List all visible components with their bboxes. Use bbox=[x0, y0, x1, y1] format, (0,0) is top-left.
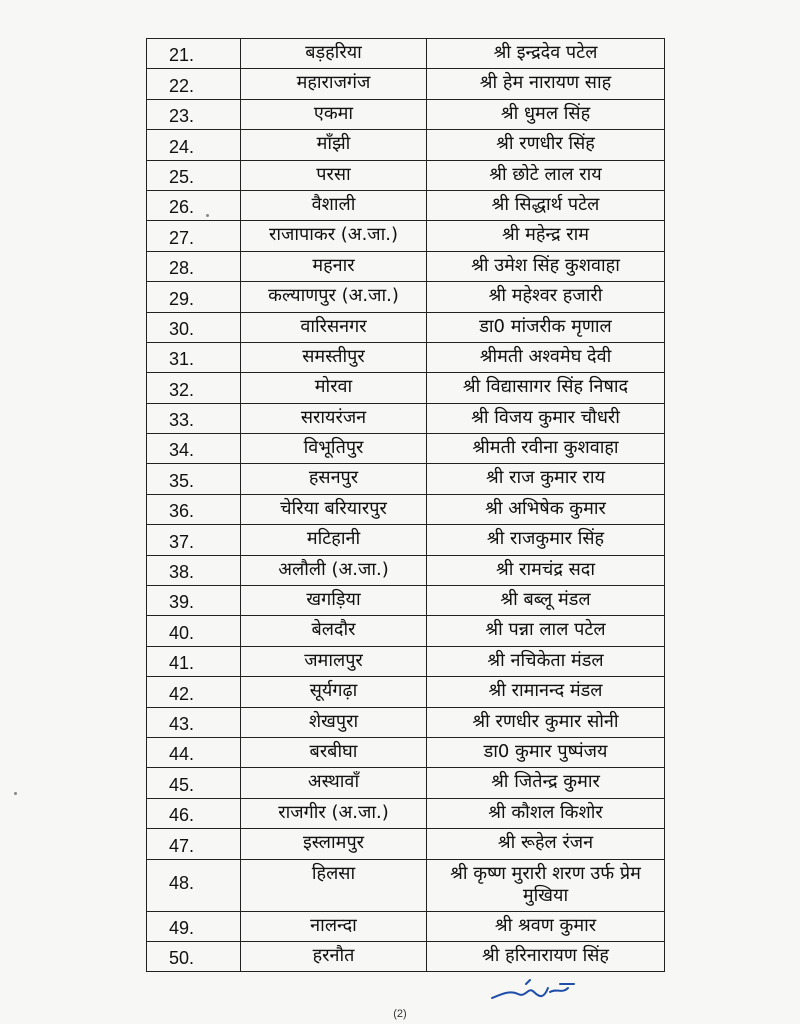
serial-number: 22. bbox=[147, 69, 241, 99]
table-row bbox=[147, 941, 665, 971]
candidate-name: श्री हेम नारायण साह bbox=[427, 69, 665, 99]
constituency-name: सरायरंजन bbox=[241, 403, 427, 433]
candidate-name: श्री उमेश सिंह कुशवाहा bbox=[427, 251, 665, 281]
serial-number: 30. bbox=[147, 312, 241, 342]
table-row bbox=[147, 555, 665, 585]
table-row bbox=[147, 737, 665, 767]
constituency-name: इस्लामपुर bbox=[241, 829, 427, 859]
constituency-name: हिलसा bbox=[241, 859, 427, 911]
table-row bbox=[147, 373, 665, 403]
table-row bbox=[147, 99, 665, 129]
scan-speck bbox=[206, 214, 209, 217]
constituency-name: महाराजगंज bbox=[241, 69, 427, 99]
table-row bbox=[147, 494, 665, 524]
constituency-name: माँझी bbox=[241, 130, 427, 160]
candidate-name: श्री धुमल सिंह bbox=[427, 99, 665, 129]
candidate-name: श्रीमती रवीना कुशवाहा bbox=[427, 434, 665, 464]
constituency-name: हसनपुर bbox=[241, 464, 427, 494]
candidate-name: श्री महेश्वर हजारी bbox=[427, 282, 665, 312]
table-row bbox=[147, 403, 665, 433]
table-row bbox=[147, 586, 665, 616]
candidate-name: श्री विद्यासागर सिंह निषाद bbox=[427, 373, 665, 403]
table-row bbox=[147, 798, 665, 828]
serial-number: 43. bbox=[147, 707, 241, 737]
candidate-name: डा0 कुमार पुष्पंजय bbox=[427, 737, 665, 767]
table-row bbox=[147, 69, 665, 99]
constituency-name: अलौली (अ.जा.) bbox=[241, 555, 427, 585]
table-row bbox=[147, 282, 665, 312]
table-row bbox=[147, 312, 665, 342]
serial-number: 49. bbox=[147, 911, 241, 941]
constituency-name: मोरवा bbox=[241, 373, 427, 403]
constituency-name: अस्थावाँ bbox=[241, 768, 427, 798]
serial-number: 45. bbox=[147, 768, 241, 798]
candidate-name: श्री जितेन्द्र कुमार bbox=[427, 768, 665, 798]
table-row bbox=[147, 221, 665, 251]
constituency-name: बरबीघा bbox=[241, 737, 427, 767]
serial-number: 23. bbox=[147, 99, 241, 129]
table-row bbox=[147, 130, 665, 160]
candidate-name: श्री छोटे लाल राय bbox=[427, 160, 665, 190]
candidate-name: श्री रामचंद्र सदा bbox=[427, 555, 665, 585]
constituency-name: सूर्यगढ़ा bbox=[241, 677, 427, 707]
serial-number: 35. bbox=[147, 464, 241, 494]
candidate-name: डा0 मांजरीक मृणाल bbox=[427, 312, 665, 342]
candidate-name: श्री महेन्द्र राम bbox=[427, 221, 665, 251]
constituency-name: मटिहानी bbox=[241, 525, 427, 555]
candidate-name: श्री नचिकेता मंडल bbox=[427, 646, 665, 676]
serial-number: 47. bbox=[147, 829, 241, 859]
constituency-name: नालन्दा bbox=[241, 911, 427, 941]
serial-number: 25. bbox=[147, 160, 241, 190]
serial-number: 37. bbox=[147, 525, 241, 555]
candidate-name: श्री इन्द्रदेव पटेल bbox=[427, 39, 665, 69]
table-row bbox=[147, 434, 665, 464]
serial-number: 29. bbox=[147, 282, 241, 312]
table-row bbox=[147, 677, 665, 707]
constituency-name: हरनौत bbox=[241, 941, 427, 971]
candidate-name: श्रीमती अश्वमेघ देवी bbox=[427, 342, 665, 372]
serial-number: 44. bbox=[147, 737, 241, 767]
serial-number: 27. bbox=[147, 221, 241, 251]
candidate-name: श्री राजकुमार सिंह bbox=[427, 525, 665, 555]
table-row bbox=[147, 190, 665, 220]
candidate-name: श्री श्रवण कुमार bbox=[427, 911, 665, 941]
table-row bbox=[147, 911, 665, 941]
candidate-name: श्री हरिनारायण सिंह bbox=[427, 941, 665, 971]
candidate-name: श्री रणधीर सिंह bbox=[427, 130, 665, 160]
serial-number: 28. bbox=[147, 251, 241, 281]
table-row bbox=[147, 616, 665, 646]
constituency-name: वैशाली bbox=[241, 190, 427, 220]
constituency-name: जमालपुर bbox=[241, 646, 427, 676]
table-row bbox=[147, 342, 665, 372]
serial-number: 24. bbox=[147, 130, 241, 160]
table-row bbox=[147, 251, 665, 281]
scan-speck bbox=[14, 792, 17, 795]
table-row bbox=[147, 829, 665, 859]
constituency-name: कल्याणपुर (अ.जा.) bbox=[241, 282, 427, 312]
constituency-name: शेखपुरा bbox=[241, 707, 427, 737]
table-row bbox=[147, 160, 665, 190]
candidate-name: श्री अभिषेक कुमार bbox=[427, 494, 665, 524]
serial-number: 48. bbox=[147, 859, 241, 911]
constituency-name: एकमा bbox=[241, 99, 427, 129]
candidate-name: श्री रूहेल रंजन bbox=[427, 829, 665, 859]
table-row bbox=[147, 707, 665, 737]
table-row bbox=[147, 768, 665, 798]
constituency-name: बड़हरिया bbox=[241, 39, 427, 69]
candidate-name: श्री विजय कुमार चौधरी bbox=[427, 403, 665, 433]
candidate-table bbox=[146, 38, 665, 972]
candidate-name: श्री बब्लू मंडल bbox=[427, 586, 665, 616]
serial-number: 33. bbox=[147, 403, 241, 433]
constituency-name: वारिसनगर bbox=[241, 312, 427, 342]
serial-number: 38. bbox=[147, 555, 241, 585]
constituency-name: राजगीर (अ.जा.) bbox=[241, 798, 427, 828]
constituency-name: महनार bbox=[241, 251, 427, 281]
constituency-name: परसा bbox=[241, 160, 427, 190]
candidate-name: श्री कौशल किशोर bbox=[427, 798, 665, 828]
signature bbox=[488, 976, 578, 1006]
constituency-name: राजापाकर (अ.जा.) bbox=[241, 221, 427, 251]
candidate-name: श्री सिद्धार्थ पटेल bbox=[427, 190, 665, 220]
candidate-name: श्री रणधीर कुमार सोनी bbox=[427, 707, 665, 737]
serial-number: 34. bbox=[147, 434, 241, 464]
serial-number: 39. bbox=[147, 586, 241, 616]
serial-number: 21. bbox=[147, 39, 241, 69]
table-row bbox=[147, 859, 665, 911]
candidate-name: श्री रामानन्द मंडल bbox=[427, 677, 665, 707]
serial-number: 32. bbox=[147, 373, 241, 403]
table-row bbox=[147, 39, 665, 69]
candidate-name: श्री राज कुमार राय bbox=[427, 464, 665, 494]
table-row bbox=[147, 525, 665, 555]
serial-number: 41. bbox=[147, 646, 241, 676]
candidate-table-body bbox=[147, 39, 665, 972]
constituency-name: विभूतिपुर bbox=[241, 434, 427, 464]
serial-number: 36. bbox=[147, 494, 241, 524]
table-row bbox=[147, 646, 665, 676]
constituency-name: चेरिया बरियारपुर bbox=[241, 494, 427, 524]
table-row bbox=[147, 464, 665, 494]
serial-number: 26. bbox=[147, 190, 241, 220]
candidate-name: श्री कृष्ण मुरारी शरण उर्फ प्रेम मुखिया bbox=[427, 859, 665, 911]
serial-number: 46. bbox=[147, 798, 241, 828]
page-number: (2) bbox=[393, 1008, 407, 1020]
candidate-name: श्री पन्ना लाल पटेल bbox=[427, 616, 665, 646]
serial-number: 31. bbox=[147, 342, 241, 372]
constituency-name: खगड़िया bbox=[241, 586, 427, 616]
constituency-name: समस्तीपुर bbox=[241, 342, 427, 372]
serial-number: 50. bbox=[147, 941, 241, 971]
serial-number: 40. bbox=[147, 616, 241, 646]
constituency-name: बेलदौर bbox=[241, 616, 427, 646]
serial-number: 42. bbox=[147, 677, 241, 707]
